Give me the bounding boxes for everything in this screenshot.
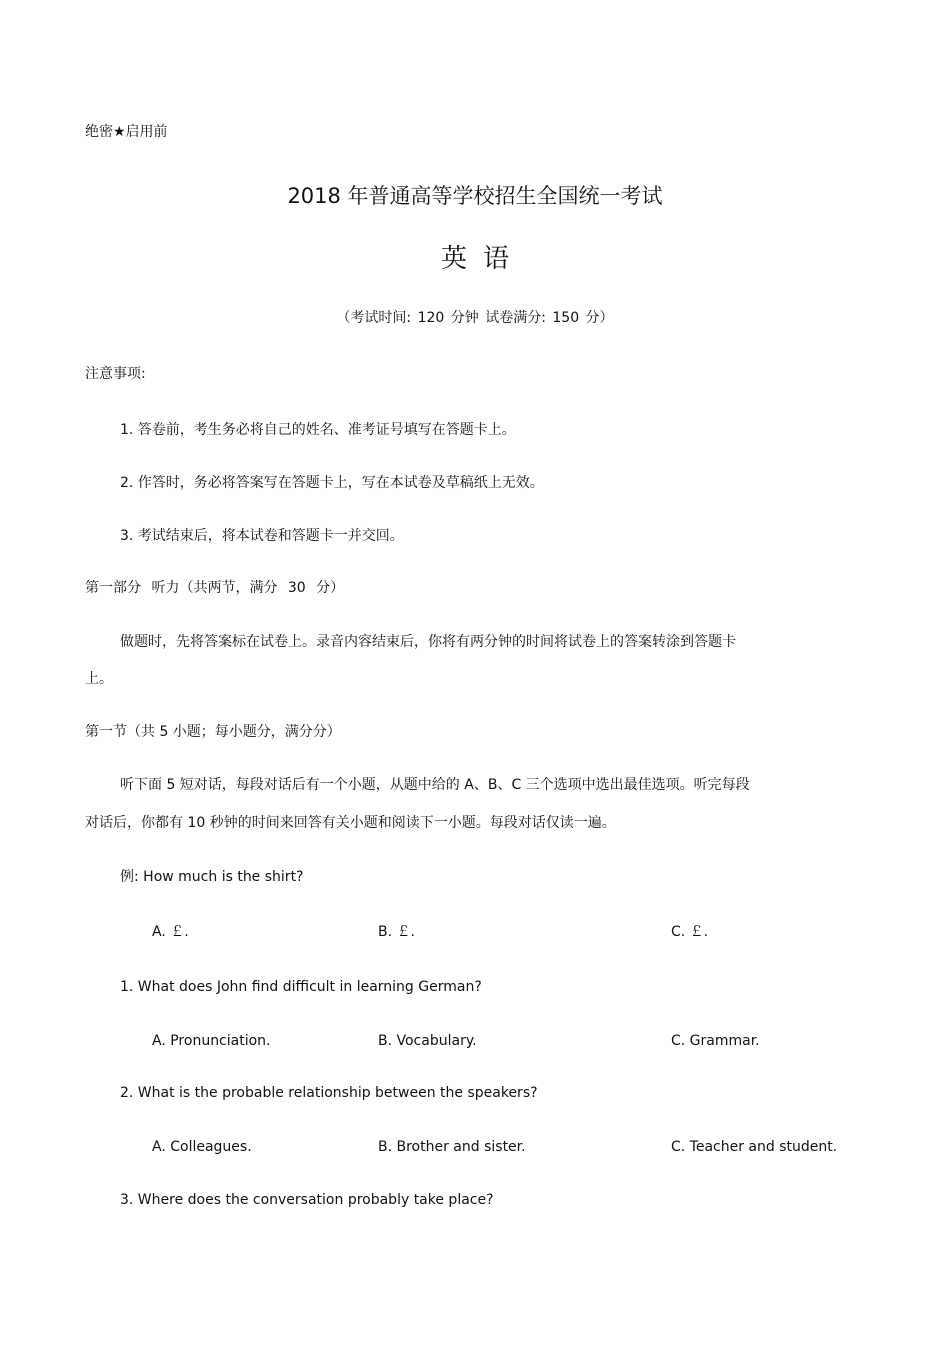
example-question: 例: How much is the shirt? — [120, 869, 304, 885]
section1-instructions: 听下面 5 短对话，每段对话后有一个小题，从题中给的 A、B、C 三个选项中选出最佳选项。听完每段 — [120, 777, 750, 793]
question-2-option-c: C. Teacher and student. — [671, 1139, 838, 1155]
notice-item: 1. 答卷前，考生务必将自己的姓名、准考证号填写在答题卡上。 — [120, 422, 516, 438]
notice-heading: 注意事项: — [85, 366, 146, 382]
question-1-option-a: A. Pronunciation. — [152, 1033, 271, 1049]
section1-instructions-continued: 对话后，你都有 10 秒钟的时间来回答有关小题和阅读下一小题。每段对话仅读一遍。 — [85, 815, 616, 831]
part1-instructions: 做题时，先将答案标在试卷上。录音内容结束后，你将有两分钟的时间将试卷上的答案转涂到答题卡 — [120, 634, 736, 650]
question-2-option-a: A. Colleagues. — [152, 1139, 252, 1155]
example-option-a: A. ￡. — [152, 924, 189, 940]
subject-heading: 英语 — [440, 244, 525, 274]
question-1: 1. What does John find difficult in learning German? — [120, 979, 482, 995]
question-2: 2. What is the probable relationship between the speakers? — [120, 1085, 538, 1101]
part1-instructions-continued: 上。 — [85, 671, 113, 687]
exam-meta: （考试时间: 120 分钟 试卷满分: 150 分） — [336, 310, 614, 326]
notice-item: 3. 考试结束后，将本试卷和答题卡一并交回。 — [120, 528, 404, 544]
example-option-c: C. ￡. — [671, 924, 709, 940]
question-3: 3. Where does the conversation probably take place? — [120, 1192, 494, 1208]
notice-item: 2. 作答时，务必将答案写在答题卡上，写在本试卷及草稿纸上无效。 — [120, 475, 544, 491]
question-1-option-c: C. Grammar. — [671, 1033, 760, 1049]
question-1-option-b: B. Vocabulary. — [378, 1033, 477, 1049]
part1-heading: 第一部分 听力（共两节，满分 30 分） — [85, 580, 345, 596]
section1-heading: 第一节（共 5 小题；每小题分，满分分） — [85, 724, 341, 740]
question-2-option-b: B. Brother and sister. — [378, 1139, 526, 1155]
example-option-b: B. ￡. — [378, 924, 415, 940]
exam-title: 2018 年普通高等学校招生全国统一考试 — [287, 184, 663, 208]
confidential-seal: 绝密★启用前 — [85, 124, 168, 140]
